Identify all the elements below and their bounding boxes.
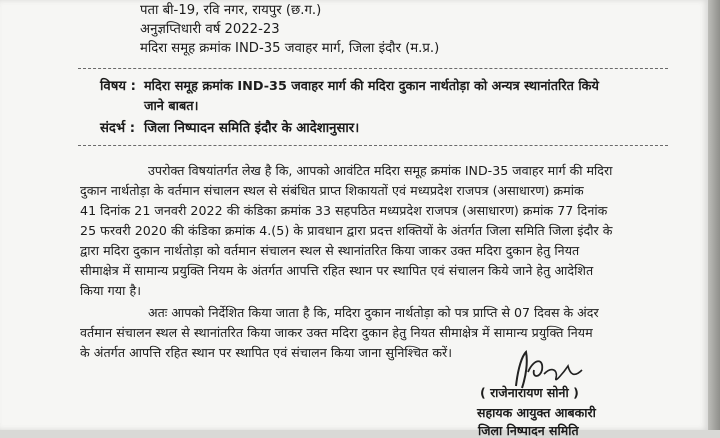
para2-line-2: वर्तमान संचालन स्थल से स्थानांतरित किया जाकर उक्त मदिरा दुकान हेतु नियत सीमाक्षेत्र में सामान्य प्रयुक्ति नियम	[80, 325, 593, 340]
signatory-committee: जिला निष्पादन समिति	[478, 423, 579, 438]
divider-bottom	[78, 145, 668, 146]
subject-line-2: जाने बाबत।	[144, 99, 199, 114]
para1-line-7: किया गया है।	[80, 283, 142, 298]
para1-line-4: 25 फरवरी 2020 की कंडिका क्रमांक 4.(5) के प्रावधान द्वारा प्रदत्त शक्तियों के अंतर्गत जिला समिति जिला इंदौर के	[80, 223, 613, 238]
reference-text: जिला निष्पादन समिति इंदौर के आदेशानुसार।	[144, 121, 360, 136]
subject-line-1: मदिरा समूह क्रमांक IND-35 जवाहर मार्ग की मदिरा दुकान नार्थतोड़ा को अन्यत्र स्थानांतरित किये	[144, 79, 599, 94]
page-edge	[708, 0, 720, 430]
header-license-year: अनुज्ञप्तिधारी वर्ष 2022-23	[140, 22, 280, 37]
signatory-name: ( राजेनारायण सोनी )	[480, 385, 579, 400]
reference-label: संदर्भ :	[100, 121, 136, 136]
subject-label: विषय :	[100, 79, 136, 94]
divider-top	[78, 68, 668, 69]
para1-line-2: दुकान नार्थतोड़ा के वर्तमान संचालन स्थल से संबंधित प्राप्त शिकायतों एवं मध्यप्रदेश राजपत्र (असाधारण) क्रमांक	[80, 183, 584, 198]
signatory-designation: सहायक आयुक्त आबकारी	[477, 405, 596, 420]
para1-line-3: 41 दिनांक 21 जनवरी 2022 की कंडिका क्रमांक 33 सहपठित मध्यप्रदेश राजपत्र (असाधारण) क्रमांक 77 दिनांक	[80, 203, 608, 218]
para1-line-6: सीमाक्षेत्र में सामान्य प्रयुक्ति नियम के अंतर्गत आपत्ति रहित स्थान पर स्थापित एवं संचालन किये जाने हेतु आदेशित	[80, 263, 594, 278]
header-group: मदिरा समूह क्रमांक IND-35 जवाहर मार्ग, जिला इंदौर (म.प्र.)	[140, 41, 440, 56]
para2-line-3: के अंतर्गत आपत्ति रहित स्थान पर स्थापित एवं संचालन किया जाना सुनिश्चित करें।	[80, 345, 453, 360]
para2-line-1: अतः आपको निर्देशित किया जाता है कि, मदिरा दुकान नार्थतोड़ा को पत्र प्राप्ति से 07 दिवस के अंदर	[148, 305, 599, 320]
header-address: पता बी-19, रवि नगर, रायपुर (छ.ग.)	[140, 3, 322, 18]
para1-line-5: द्वारा मदिरा दुकान नार्थतोड़ा को वर्तमान संचालन स्थल से स्थानांतरित किया जाकर उक्त मदिरा दुकान हेतु नियत	[80, 243, 580, 258]
para1-line-1: उपरोक्त विषयांतर्गत लेख है कि, आपको आवंटित मदिरा समूह क्रमांक IND-35 जवाहर मार्ग की मदिरा	[148, 163, 613, 178]
